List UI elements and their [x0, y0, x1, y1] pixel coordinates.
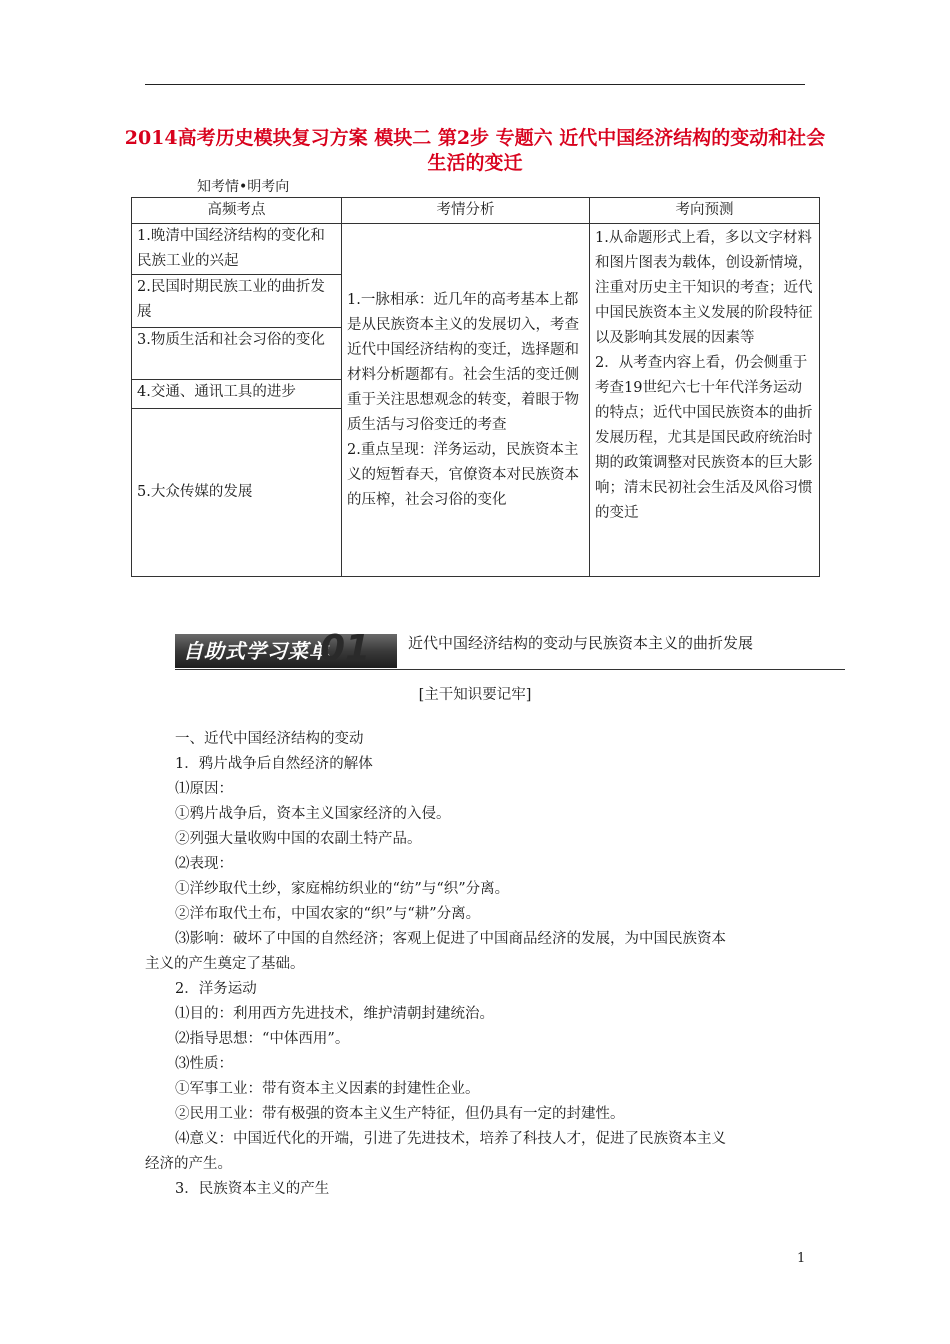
body-line: 2．洋务运动 [175, 981, 257, 997]
body-line: ⑴目的：利用西方先进技术，维护清朝封建统治。 [175, 1006, 494, 1022]
body-line: 经济的产生。 [145, 1156, 232, 1172]
body-line: ⑴原因： [175, 781, 233, 797]
subhead: 知考情•明考向 [197, 179, 290, 195]
study-menu-banner: 自助式学习菜单 [175, 634, 397, 668]
body-line: ②洋布取代土布，中国农家的“织”与“耕”分离。 [175, 906, 481, 922]
body-line: ⑵指导思想：“中体西用”。 [175, 1031, 350, 1047]
body-line: ①军事工业：带有资本主义因素的封建性企业。 [175, 1081, 480, 1097]
body-line: ⑶性质： [175, 1056, 233, 1072]
page-title: 2014高考历史模块复习方案 模块二 第2步 专题六 近代中国经济结构的变动和社会生活的变迁 [124, 127, 826, 174]
body-line: 1．鸦片战争后自然经济的解体 [175, 756, 373, 772]
body-line: ②列强大量收购中国的农副土特产品。 [175, 831, 422, 847]
banner-text: 近代中国经济结构的变动与民族资本主义的曲折发展 [408, 634, 754, 652]
forecast-text [595, 226, 814, 526]
banner-rule [175, 669, 845, 670]
analysis-paragraph: 2.重点呈现：洋务运动，民族资本主义的短暂春天，官僚资本对民族资本的压榨，社会习俗的变化 [347, 441, 579, 508]
point-3: 3.物质生活和社会习俗的变化 [132, 328, 342, 380]
header-forecast: 考向预测 [590, 198, 820, 224]
point-2: 2.民国时期民族工业的曲折发展 [132, 275, 342, 328]
body-text [145, 727, 815, 1202]
analysis-cell [342, 224, 590, 577]
body-line: ⑶影响：破坏了中国的自然经济；客观上促进了中国商品经济的发展，为中国民族资本 [175, 931, 726, 947]
forecast-paragraph: 1.从命题形式上看，多以文字材料和图片图表为载体，创设新情境，注重对历史主干知识的考查；近代中国民族资本主义发展的阶段特征以及影响其发展的因素等 [595, 230, 813, 346]
body-line: ⑷意义：中国近代化的开端，引进了先进技术，培养了科技人才，促进了民族资本主义 [175, 1131, 726, 1147]
forecast-cell [590, 224, 820, 577]
body-line: ⑵表现： [175, 856, 233, 872]
body-line: 一、近代中国经济结构的变动 [175, 731, 364, 747]
top-rule [145, 84, 805, 85]
banner-number: 01 [320, 628, 371, 669]
section-title: [主干知识要记牢] [418, 687, 532, 703]
analysis-paragraph: 1.一脉相承：近几年的高考基本上都是从民族资本主义的发展切入，考查近代中国经济结构的变迁，选择题和材料分析题都有。社会生活的变迁侧重于关注思想观念的转变，着眼于物质生活与习俗变迁的考查 [347, 291, 579, 433]
point-1: 1.晚清中国经济结构的变化和民族工业的兴起 [132, 224, 342, 275]
page-number: 1 [797, 1251, 806, 1266]
header-points: 高频考点 [132, 198, 342, 224]
body-line: ①洋纱取代土纱，家庭棉纺织业的“纺”与“织”分离。 [175, 881, 510, 897]
header-analysis: 考情分析 [342, 198, 590, 224]
exam-analysis-table [131, 197, 820, 577]
analysis-text [347, 288, 584, 513]
body-line: 主义的产生奠定了基础。 [145, 956, 305, 972]
body-line: ①鸦片战争后，资本主义国家经济的入侵。 [175, 806, 451, 822]
body-line: 3．民族资本主义的产生 [175, 1181, 330, 1197]
point-4: 4.交通、通讯工具的进步 [132, 380, 342, 409]
forecast-paragraph: 2．从考查内容上看，仍会侧重于考查19世纪六七十年代洋务运动的特点；近代中国民族资本的曲折发展历程，尤其是国民政府统治时期的政策调整对民族资本的巨大影响；清末民初社会生活及风俗习惯的变迁 [595, 355, 813, 521]
body-line: ②民用工业：带有极强的资本主义生产特征，但仍具有一定的封建性。 [175, 1106, 625, 1122]
point-5: 5.大众传媒的发展 [132, 409, 342, 577]
